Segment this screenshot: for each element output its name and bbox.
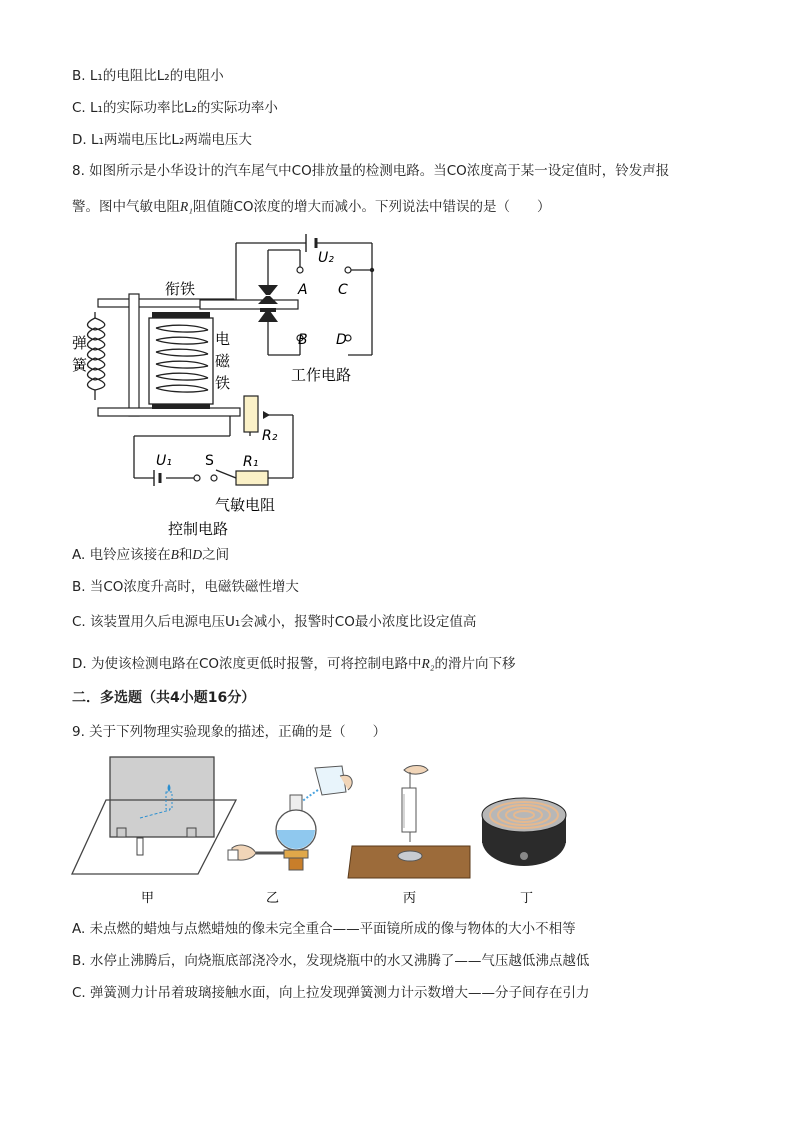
q8-option-d-post: 的滑片向下移 — [434, 656, 516, 672]
label-armature: 衔铁 — [165, 280, 196, 298]
q9-figures — [60, 750, 600, 910]
label-r1: R₁ — [243, 454, 259, 470]
q8-stem-line1: 8. 如图所示是小华设计的汽车尾气中CO排放量的检测电路。当CO浓度高于某一设定值时，铃发声报 — [72, 163, 670, 179]
caption-bing: 丙 — [403, 891, 417, 906]
caption-ding: 丁 — [520, 891, 534, 906]
q8-option-d-pre: D. 为使该检测电路在CO浓度更低时报警，可将控制电路中 — [72, 656, 422, 672]
label-work-circuit: 工作电路 — [291, 366, 352, 384]
q9-option-a: A. 未点燃的蜡烛与点燃蜡烛的像未完全重合——平面镜所成的像与物体的大小不相等 — [72, 921, 576, 937]
q8-option-a-b: B — [170, 547, 179, 562]
q9-stem: 9. 关于下列物理实验现象的描述，正确的是（ ） — [72, 724, 387, 740]
q8-option-a-post: 之间 — [202, 547, 230, 563]
label-c: C — [338, 282, 348, 298]
q8-option-c: C. 该装置用久后电源电压U₁会减小，报警时CO最小浓度比设定值高 — [72, 614, 477, 630]
label-electromagnet-1: 电 — [215, 330, 231, 348]
q8-stem-line2-post: 阻值随CO浓度的增大而减小。下列说法中错误的是（ ） — [192, 199, 551, 215]
spring-scale-illustration — [348, 766, 470, 879]
q8-stem-r1: R₁ — [180, 199, 193, 214]
label-control-circuit: 控制电路 — [168, 520, 229, 538]
label-electromagnet-3: 铁 — [215, 374, 231, 392]
label-a: A — [298, 282, 308, 298]
q8-option-d — [72, 655, 515, 673]
q8-option-d-r2: R₂ — [421, 656, 435, 671]
q8-option-b: B. 当CO浓度升高时，电磁铁磁性增大 — [72, 579, 299, 595]
label-gas-resistor: 气敏电阻 — [215, 496, 276, 514]
q8-circuit-diagram — [60, 226, 390, 546]
q9-option-b: B. 水停止沸腾后，向烧瓶底部浇冷水，发现烧瓶中的水又沸腾了——气压越低沸点越低 — [72, 953, 590, 969]
option-prev-b: B. L₁的电阻比L₂的电阻小 — [72, 68, 224, 84]
label-u2: U₂ — [318, 250, 334, 266]
q8-option-a-pre: A. 电铃应该接在 — [72, 547, 171, 563]
option-prev-d: D. L₁两端电压比L₂两端电压大 — [72, 132, 252, 148]
label-u1: U₁ — [156, 453, 172, 469]
label-s: S — [205, 453, 214, 469]
flask-experiment-illustration — [228, 766, 352, 870]
q8-stem-line2 — [72, 198, 551, 216]
mirror-experiment-illustration — [72, 757, 236, 874]
option-prev-c: C. L₁的实际功率比L₂的实际功率小 — [72, 100, 278, 116]
label-d: D — [336, 332, 347, 348]
label-spring-2: 簧 — [72, 356, 88, 374]
label-r2: R₂ — [262, 428, 278, 444]
q8-option-a-mid: 和 — [178, 547, 193, 563]
electric-stove-illustration — [482, 798, 566, 866]
caption-jia: 甲 — [141, 891, 155, 906]
section-heading-multi-choice: 二．多选题（共4小题16分） — [72, 690, 256, 706]
label-b: B — [298, 332, 308, 348]
q8-stem-line2-pre: 警。图中气敏电阻 — [72, 199, 180, 215]
q8-option-a — [72, 546, 229, 564]
q9-option-c: C. 弹簧测力计吊着玻璃接触水面，向上拉发现弹簧测力计示数增大——分子间存在引力 — [72, 985, 590, 1001]
caption-yi: 乙 — [266, 891, 280, 906]
label-electromagnet-2: 磁 — [215, 352, 231, 370]
label-spring-1: 弹 — [72, 334, 88, 352]
q8-option-a-d: D — [192, 547, 203, 562]
